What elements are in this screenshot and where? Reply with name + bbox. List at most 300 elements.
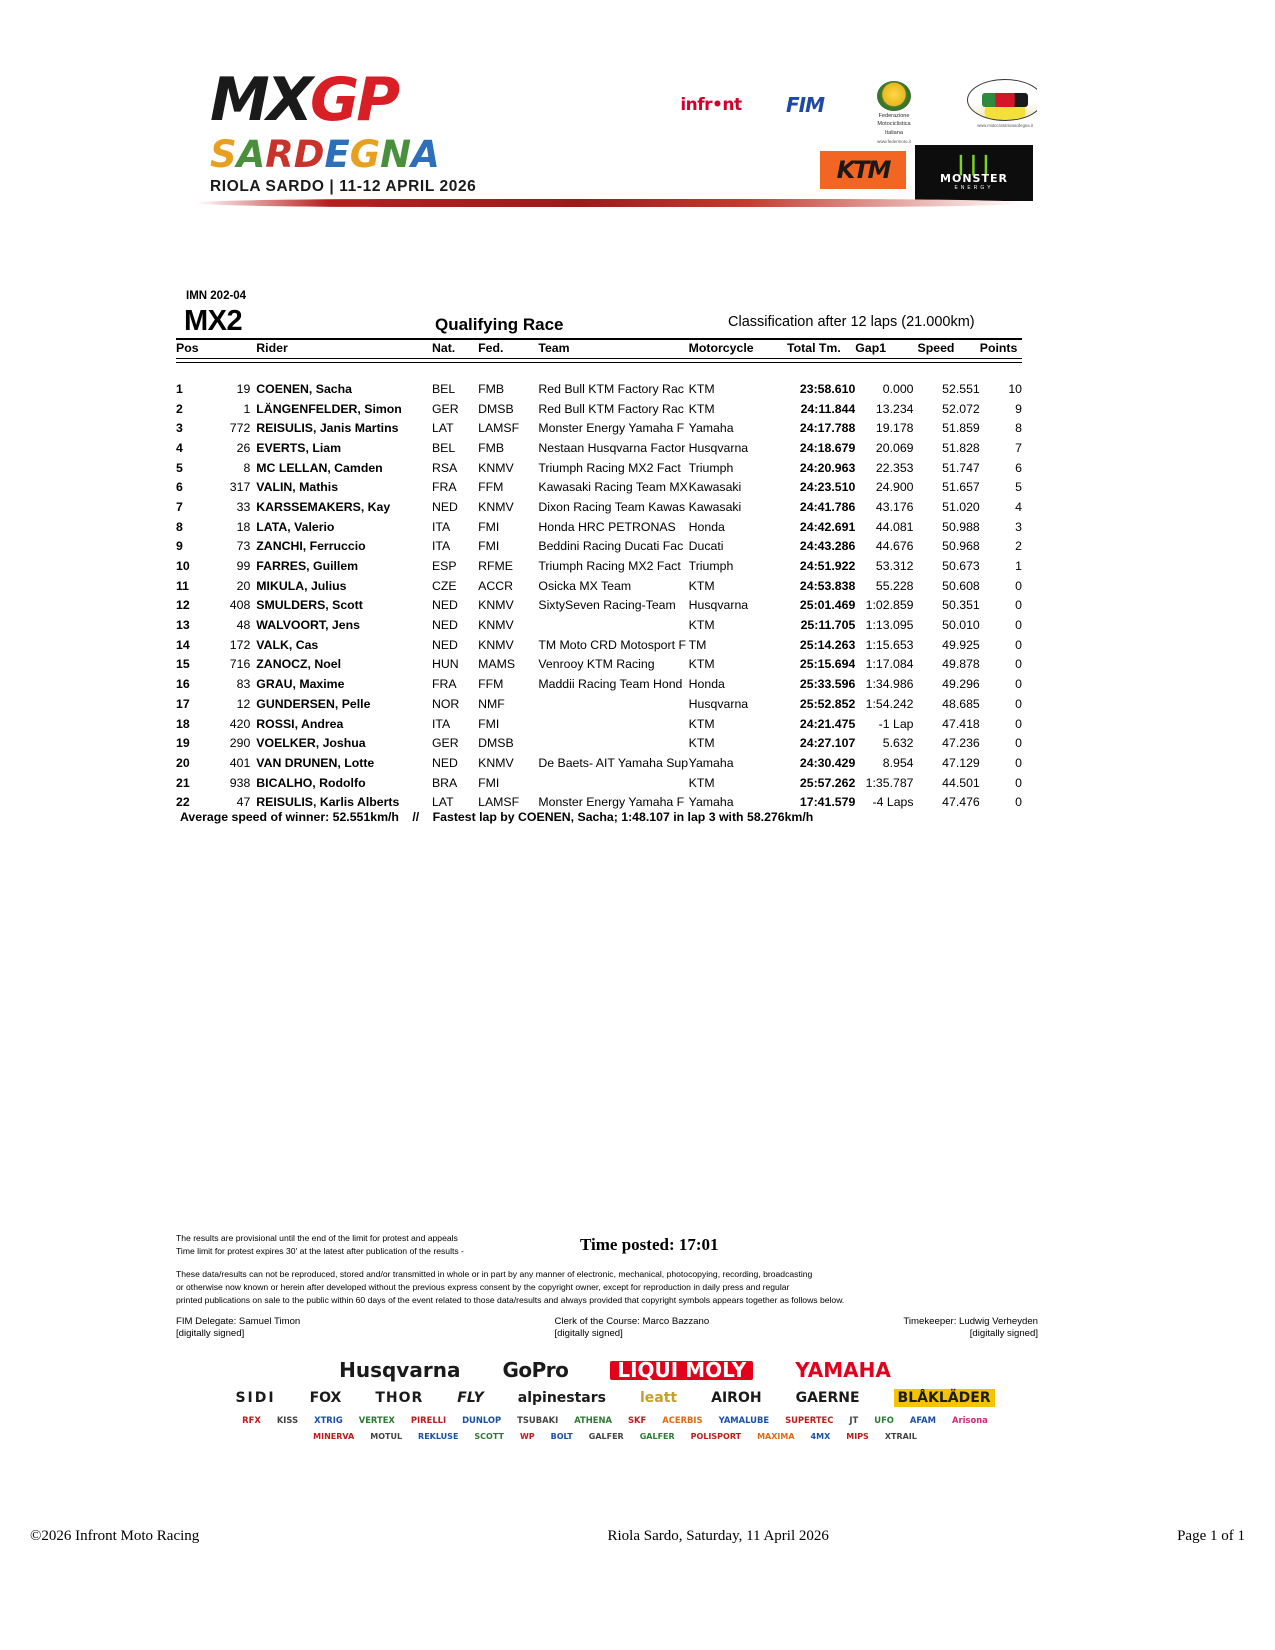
event-subtitle: RIOLA SARDO | 11-12 APRIL 2026	[210, 178, 477, 195]
row-points: 0	[1015, 637, 1022, 652]
fmi-logo	[835, 81, 953, 144]
row-gap: 1:17.084	[865, 657, 914, 672]
sponsor-logo: AIROH	[711, 1390, 762, 1406]
row-total-time: 24:21.475	[799, 716, 856, 731]
average-speed-value: 52.551km/h	[332, 810, 399, 824]
table-row	[176, 576, 1022, 596]
col-header-number	[202, 341, 256, 359]
sponsor-logo: MAXIMA	[757, 1432, 795, 1442]
row-rider-number: 408	[229, 598, 251, 613]
row-motorcycle: KTM	[688, 381, 715, 396]
table-row	[176, 399, 1022, 419]
row-team: Monster Energy Yamaha F	[538, 795, 685, 810]
row-federation: LAMSF	[478, 795, 520, 810]
sponsor-logo: alpinestars	[517, 1390, 606, 1406]
row-motorcycle: KTM	[688, 657, 715, 672]
sponsor-logo: XTRAIL	[884, 1432, 917, 1442]
row-motorcycle: Kawasaki	[688, 480, 742, 495]
row-motorcycle: Kawasaki	[688, 499, 742, 514]
row-rider-number: 772	[229, 421, 251, 436]
row-federation: FMI	[478, 539, 500, 554]
row-points: 5	[1015, 480, 1022, 495]
row-nationality: NED	[431, 618, 458, 633]
row-motorcycle: Ducati	[688, 539, 724, 554]
table-row	[176, 635, 1022, 655]
row-motorcycle: Honda	[688, 677, 725, 692]
table-row	[176, 438, 1022, 458]
sponsor-row-4	[180, 1433, 1050, 1441]
row-rider-number: 317	[229, 480, 251, 495]
row-team: Honda HRC PETRONAS	[538, 519, 676, 534]
row-nationality: NED	[431, 637, 458, 652]
row-points: 0	[1015, 598, 1022, 613]
row-gap: 20.069	[875, 440, 914, 455]
col-header-motorcycle: Motorcycle	[688, 341, 754, 355]
col-header-fed: Fed.	[478, 341, 504, 355]
row-rider-name: REISULIS, Karlis Alberts	[256, 795, 400, 810]
row-gap: 0.000	[882, 381, 914, 396]
timekeeper-signature: [digitally signed]	[969, 1328, 1038, 1340]
row-speed: 51.828	[942, 440, 980, 455]
row-federation: FFM	[478, 480, 504, 495]
row-points: 0	[1015, 657, 1022, 672]
sponsor-logo: KISS	[276, 1415, 299, 1425]
row-speed: 50.673	[942, 559, 980, 574]
col-header-total-time: Total Tm.	[787, 341, 841, 355]
row-gap: 13.234	[875, 401, 914, 416]
row-motorcycle: Husqvarna	[688, 598, 749, 613]
row-total-time: 24:23.510	[799, 480, 856, 495]
sponsor-logo: XTRIG	[314, 1415, 343, 1425]
sponsor-logo: PIRELLI	[410, 1415, 447, 1425]
row-rider-name: VAN DRUNEN, Lotte	[256, 755, 375, 770]
race-session-title: Qualifying Race	[435, 315, 564, 334]
average-speed-label: Average speed of winner:	[180, 810, 330, 824]
row-points: 10	[1008, 381, 1022, 396]
row-federation: FMI	[478, 519, 500, 534]
mxgp-logo	[210, 65, 480, 206]
row-rider-name: LÄNGENFELDER, Simon	[256, 401, 402, 416]
row-position: 16	[176, 677, 190, 692]
row-federation: KNMV	[478, 637, 514, 652]
row-speed: 49.296	[942, 677, 980, 692]
row-rider-number: 19	[236, 381, 251, 396]
motocross-sardegna-logo	[950, 79, 1037, 128]
sponsor-logo: FOX	[309, 1390, 342, 1406]
footer-copyright: ©2026 Infront Moto Racing	[30, 1528, 200, 1544]
row-federation: FFM	[478, 677, 504, 692]
sponsor-logo: GALFER	[639, 1432, 675, 1442]
row-motorcycle: KTM	[688, 716, 715, 731]
row-position: 21	[176, 775, 190, 790]
col-header-gap: Gap1	[855, 341, 887, 355]
row-position: 2	[176, 401, 183, 416]
row-nationality: RSA	[431, 460, 458, 475]
row-speed: 49.878	[942, 657, 980, 672]
table-row	[176, 694, 1022, 714]
row-rider-name: COENEN, Sacha	[256, 381, 352, 396]
provisional-line-1: The results are provisional until the end of the limit for protest and appeals	[176, 1233, 458, 1243]
row-total-time: 25:52.852	[799, 696, 856, 711]
mxgp-mx-text: M	[210, 65, 267, 135]
row-federation: DMSB	[478, 401, 514, 416]
row-rider-number: 99	[236, 559, 251, 574]
row-team: Monster Energy Yamaha F	[538, 421, 685, 436]
row-federation: KNMV	[478, 618, 514, 633]
fmi-badge-icon	[877, 81, 911, 111]
sponsor-logo: Husqvarna	[339, 1358, 461, 1382]
row-position: 10	[176, 559, 190, 574]
monster-energy-logo	[915, 145, 1033, 201]
row-gap: 44.676	[875, 539, 914, 554]
ktm-logo	[820, 151, 906, 189]
row-motorcycle: Honda	[688, 519, 725, 534]
row-gap: 1:54.242	[865, 696, 914, 711]
row-gap: 1:15.653	[865, 637, 914, 652]
motocross-badge-icon	[967, 79, 1037, 121]
fim-delegate-name: FIM Delegate: Samuel Timon	[176, 1316, 301, 1327]
row-gap: 53.312	[875, 559, 914, 574]
row-rider-number: 73	[236, 539, 251, 554]
row-nationality: FRA	[431, 677, 457, 692]
row-position: 18	[176, 716, 190, 731]
row-nationality: GER	[431, 736, 459, 751]
row-federation: DMSB	[478, 736, 514, 751]
row-motorcycle: Husqvarna	[688, 696, 749, 711]
time-posted: Time posted: 17:01	[580, 1235, 719, 1254]
row-motorcycle: KTM	[688, 736, 715, 751]
row-total-time: 24:51.922	[799, 559, 856, 574]
mxgp-gp-text: GP	[309, 65, 398, 135]
row-total-time: 24:20.963	[799, 460, 856, 475]
row-gap: -1 Lap	[878, 716, 914, 731]
row-position: 3	[176, 421, 183, 436]
row-rider-number: 8	[243, 460, 251, 475]
row-rider-name: LATA, Valerio	[256, 519, 335, 534]
event-name: SARDEGNA	[210, 133, 440, 176]
row-total-time: 24:11.844	[800, 401, 856, 416]
row-speed: 51.859	[942, 421, 980, 436]
row-team	[538, 714, 688, 734]
row-points: 0	[1015, 716, 1022, 731]
table-row	[176, 753, 1022, 773]
row-points: 0	[1015, 677, 1022, 692]
row-team: Triumph Racing MX2 Fact	[538, 559, 681, 574]
row-nationality: ITA	[431, 539, 451, 554]
row-position: 12	[176, 598, 190, 613]
row-position: 7	[176, 499, 183, 514]
sponsor-logo: VERTEX	[358, 1415, 395, 1425]
row-total-time: 25:01.469	[799, 598, 856, 613]
sponsor-logo: DUNLOP	[462, 1415, 502, 1425]
row-nationality: BEL	[431, 440, 456, 455]
sponsor-logo: ATHENA	[574, 1415, 612, 1425]
row-total-time: 24:43.286	[799, 539, 856, 554]
copyright-line-3: printed publications on sale to the public within 60 days of the event related to those data/results and always provided that copyright symbols appears together as follows below.	[176, 1294, 845, 1305]
sponsor-logo: leatt	[640, 1390, 678, 1406]
row-nationality: GER	[431, 401, 459, 416]
row-rider-name: EVERTS, Liam	[256, 440, 342, 455]
row-rider-name: BICALHO, Rodolfo	[256, 775, 366, 790]
row-team: Beddini Racing Ducati Fac	[538, 539, 684, 554]
table-row	[176, 537, 1022, 557]
summary-separator: //	[412, 810, 420, 824]
row-total-time: 25:33.596	[799, 677, 856, 692]
row-points: 0	[1015, 795, 1022, 810]
row-speed: 49.925	[942, 637, 980, 652]
results-table	[176, 341, 1022, 812]
row-rider-name: ZANOCZ, Noel	[256, 657, 342, 672]
row-motorcycle: Triumph	[688, 559, 734, 574]
copyright-line-1: These data/results can not be reproduced, stored and/or transmitted in whole or in part by any manner of electronic, mechanical, photocopying, recording, broadcasting	[176, 1269, 813, 1279]
row-points: 7	[1015, 440, 1022, 455]
race-summary-line	[180, 810, 813, 824]
sponsor-logo: GAERNE	[795, 1390, 860, 1406]
sponsor-logo: UFO	[874, 1415, 894, 1425]
row-position: 11	[176, 578, 189, 593]
race-class-title: MX2	[184, 305, 243, 337]
row-motorcycle: Husqvarna	[688, 440, 749, 455]
row-speed: 52.551	[942, 381, 980, 396]
row-rider-number: 47	[236, 795, 251, 810]
row-team	[538, 773, 688, 793]
table-row	[176, 556, 1022, 576]
sponsor-strip	[180, 1357, 1050, 1450]
row-rider-name: GUNDERSEN, Pelle	[256, 696, 371, 711]
row-rider-number: 20	[236, 578, 251, 593]
row-gap: 1:13.095	[865, 618, 914, 633]
row-team: Red Bull KTM Factory Rac	[538, 401, 684, 416]
row-gap: 8.954	[882, 755, 914, 770]
sponsor-logo: MINERVA	[313, 1432, 355, 1442]
sponsor-logo: THOR	[375, 1390, 424, 1406]
row-rider-number: 938	[229, 775, 251, 790]
row-points: 0	[1015, 578, 1022, 593]
row-position: 14	[176, 637, 190, 652]
row-rider-name: GRAU, Maxime	[256, 677, 345, 692]
row-position: 17	[176, 696, 190, 711]
row-points: 9	[1015, 401, 1022, 416]
sponsor-row-1	[180, 1357, 1050, 1382]
row-speed: 51.020	[942, 499, 980, 514]
row-total-time: 24:18.679	[799, 440, 856, 455]
sponsor-logo: GoPro	[502, 1358, 569, 1382]
row-total-time: 24:30.429	[799, 755, 856, 770]
row-federation: FMI	[478, 716, 500, 731]
row-federation: KNMV	[478, 755, 514, 770]
row-nationality: HUN	[431, 657, 459, 672]
page-footer	[30, 1528, 1245, 1545]
provisional-notice	[176, 1232, 464, 1257]
row-federation: KNMV	[478, 499, 514, 514]
copyright-notice	[176, 1268, 1056, 1306]
row-total-time: 24:17.788	[799, 421, 856, 436]
fmi-line-2: Motociclistica	[877, 121, 911, 128]
row-position: 9	[176, 539, 183, 554]
row-nationality: FRA	[431, 480, 457, 495]
row-speed: 48.685	[942, 696, 980, 711]
row-nationality: NED	[431, 755, 458, 770]
row-motorcycle: KTM	[688, 775, 715, 790]
row-gap: 1:34.986	[865, 677, 914, 692]
table-row	[176, 517, 1022, 537]
col-header-rider: Rider	[256, 341, 288, 355]
row-points: 2	[1015, 539, 1022, 554]
row-position: 6	[176, 480, 183, 495]
results-table-body	[176, 359, 1022, 812]
row-gap: 24.900	[875, 480, 914, 495]
sponsor-logo: MIPS	[846, 1432, 869, 1442]
row-federation: FMI	[478, 775, 500, 790]
row-nationality: ITA	[431, 519, 451, 534]
sponsor-logo: BLÅKLÄDER	[894, 1389, 995, 1407]
row-position: 20	[176, 755, 190, 770]
row-points: 0	[1015, 736, 1022, 751]
row-nationality: NED	[431, 598, 458, 613]
row-rider-number: 420	[229, 716, 251, 731]
sponsor-logo: MOTUL	[370, 1432, 403, 1442]
table-row	[176, 615, 1022, 635]
row-federation: FMB	[478, 381, 505, 396]
row-gap: 1:02.859	[865, 598, 914, 613]
col-header-points: Points	[979, 341, 1018, 355]
row-motorcycle: Triumph	[688, 460, 734, 475]
table-row	[176, 773, 1022, 793]
table-row	[176, 477, 1022, 497]
row-position: 5	[176, 460, 183, 475]
row-rider-number: 172	[229, 637, 251, 652]
table-header-row	[176, 341, 1022, 359]
row-rider-number: 26	[236, 440, 251, 455]
row-rider-name: VALK, Cas	[256, 637, 319, 652]
monster-name: MONSTER	[940, 172, 1008, 185]
sponsor-logo: ACERBIS	[662, 1415, 703, 1425]
row-gap: 19.178	[875, 421, 914, 436]
row-speed: 50.608	[942, 578, 980, 593]
row-position: 4	[176, 440, 183, 455]
row-speed: 50.968	[942, 539, 980, 554]
row-rider-name: MIKULA, Julius	[256, 578, 347, 593]
row-total-time: 24:41.786	[799, 499, 856, 514]
row-speed: 47.236	[942, 736, 980, 751]
row-rider-name: ROSSI, Andrea	[256, 716, 344, 731]
fastest-lap-text: Fastest lap by COENEN, Sacha; 1:48.107 in lap 3 with 58.276km/h	[432, 810, 814, 824]
sponsor-logo: WP	[519, 1432, 535, 1442]
row-points: 0	[1015, 696, 1022, 711]
row-rider-number: 33	[236, 499, 251, 514]
sponsor-logo: LIQUI MOLY	[610, 1361, 753, 1380]
table-row	[176, 497, 1022, 517]
sponsor-logo: POLISPORT	[690, 1432, 742, 1442]
row-team: De Baets- AIT Yamaha Sup	[538, 755, 689, 770]
table-row	[176, 674, 1022, 694]
sponsor-logo: TSUBAKI	[517, 1415, 559, 1425]
row-gap: -4 Laps	[872, 795, 914, 810]
event-banner	[175, 43, 1037, 215]
col-header-nat: Nat.	[431, 341, 456, 355]
row-team: TM Moto CRD Motosport F	[538, 637, 686, 652]
row-nationality: LAT	[431, 795, 454, 810]
sponsor-logo: SUPERTEC	[785, 1415, 834, 1425]
sponsor-logo: AFAM	[909, 1415, 936, 1425]
row-rider-name: FARRES, Guillem	[256, 559, 359, 574]
row-team	[538, 694, 688, 714]
row-nationality: NOR	[431, 696, 460, 711]
row-points: 1	[1015, 559, 1022, 574]
row-federation: KNMV	[478, 598, 514, 613]
officials-signatures	[176, 1316, 1038, 1341]
sponsor-logo: GALFER	[588, 1432, 624, 1442]
row-speed: 47.476	[942, 795, 980, 810]
row-team: SixtySeven Racing-Team	[538, 598, 676, 613]
monster-subtitle: ENERGY	[954, 185, 994, 191]
title-divider	[176, 338, 1022, 340]
row-gap: 43.176	[875, 499, 914, 514]
row-rider-name: KARSSEMAKERS, Kay	[256, 499, 391, 514]
row-motorcycle: TM	[688, 637, 707, 652]
sponsor-logo: YAMALUBE	[718, 1415, 770, 1425]
sponsor-logo: BOLT	[550, 1432, 573, 1442]
row-nationality: BEL	[431, 381, 456, 396]
fmi-line-3: Italiana	[884, 129, 904, 136]
row-team: Osicka MX Team	[538, 578, 632, 593]
row-team: Nestaan Husqvarna Factor	[538, 440, 686, 455]
row-total-time: 25:11.705	[800, 618, 856, 633]
monster-claw-icon: ∣∣∣	[955, 152, 993, 176]
row-motorcycle: KTM	[688, 618, 715, 633]
row-team: Red Bull KTM Factory Rac	[538, 381, 684, 396]
row-federation: MAMS	[478, 657, 516, 672]
row-rider-number: 1	[243, 401, 251, 416]
sponsor-logo: RFX	[242, 1415, 261, 1425]
row-rider-number: 290	[229, 736, 251, 751]
row-speed: 51.747	[942, 460, 980, 475]
row-position: 13	[176, 618, 190, 633]
row-total-time: 25:15.694	[799, 657, 856, 672]
row-team: Dixon Racing Team Kawas	[538, 499, 686, 514]
timekeeper-block	[903, 1316, 1038, 1341]
row-rider-name: ZANCHI, Ferruccio	[256, 539, 366, 554]
row-points: 3	[1015, 519, 1022, 534]
row-federation: RFME	[478, 559, 513, 574]
row-motorcycle: Yamaha	[688, 755, 734, 770]
fim-delegate-block	[176, 1316, 300, 1341]
mxgp-x-text: X	[266, 65, 310, 135]
row-rider-number: 401	[229, 755, 251, 770]
clerk-of-course-block	[555, 1316, 710, 1341]
table-row	[176, 733, 1022, 753]
row-rider-name: VALIN, Mathis	[256, 480, 339, 495]
infront-logo: infr•nt	[680, 95, 742, 115]
table-row	[176, 714, 1022, 734]
ktm-text: KTM	[836, 156, 890, 184]
row-motorcycle: Yamaha	[688, 421, 734, 436]
row-federation: KNMV	[478, 460, 514, 475]
row-speed: 50.351	[942, 598, 980, 613]
row-gap: 55.228	[875, 578, 914, 593]
imn-code: IMN 202-04	[186, 290, 247, 302]
row-total-time: 25:57.262	[799, 775, 856, 790]
row-federation: ACCR	[478, 578, 513, 593]
sponsor-logo: SIDI	[235, 1390, 276, 1406]
row-federation: NMF	[478, 696, 505, 711]
row-gap: 5.632	[882, 736, 914, 751]
fmi-line-1: Federazione	[878, 113, 910, 119]
row-motorcycle: KTM	[688, 401, 715, 416]
table-row	[176, 655, 1022, 675]
motocross-url: www.motocrossmxsardegna.it	[977, 123, 1033, 128]
row-position: 15	[176, 657, 190, 672]
